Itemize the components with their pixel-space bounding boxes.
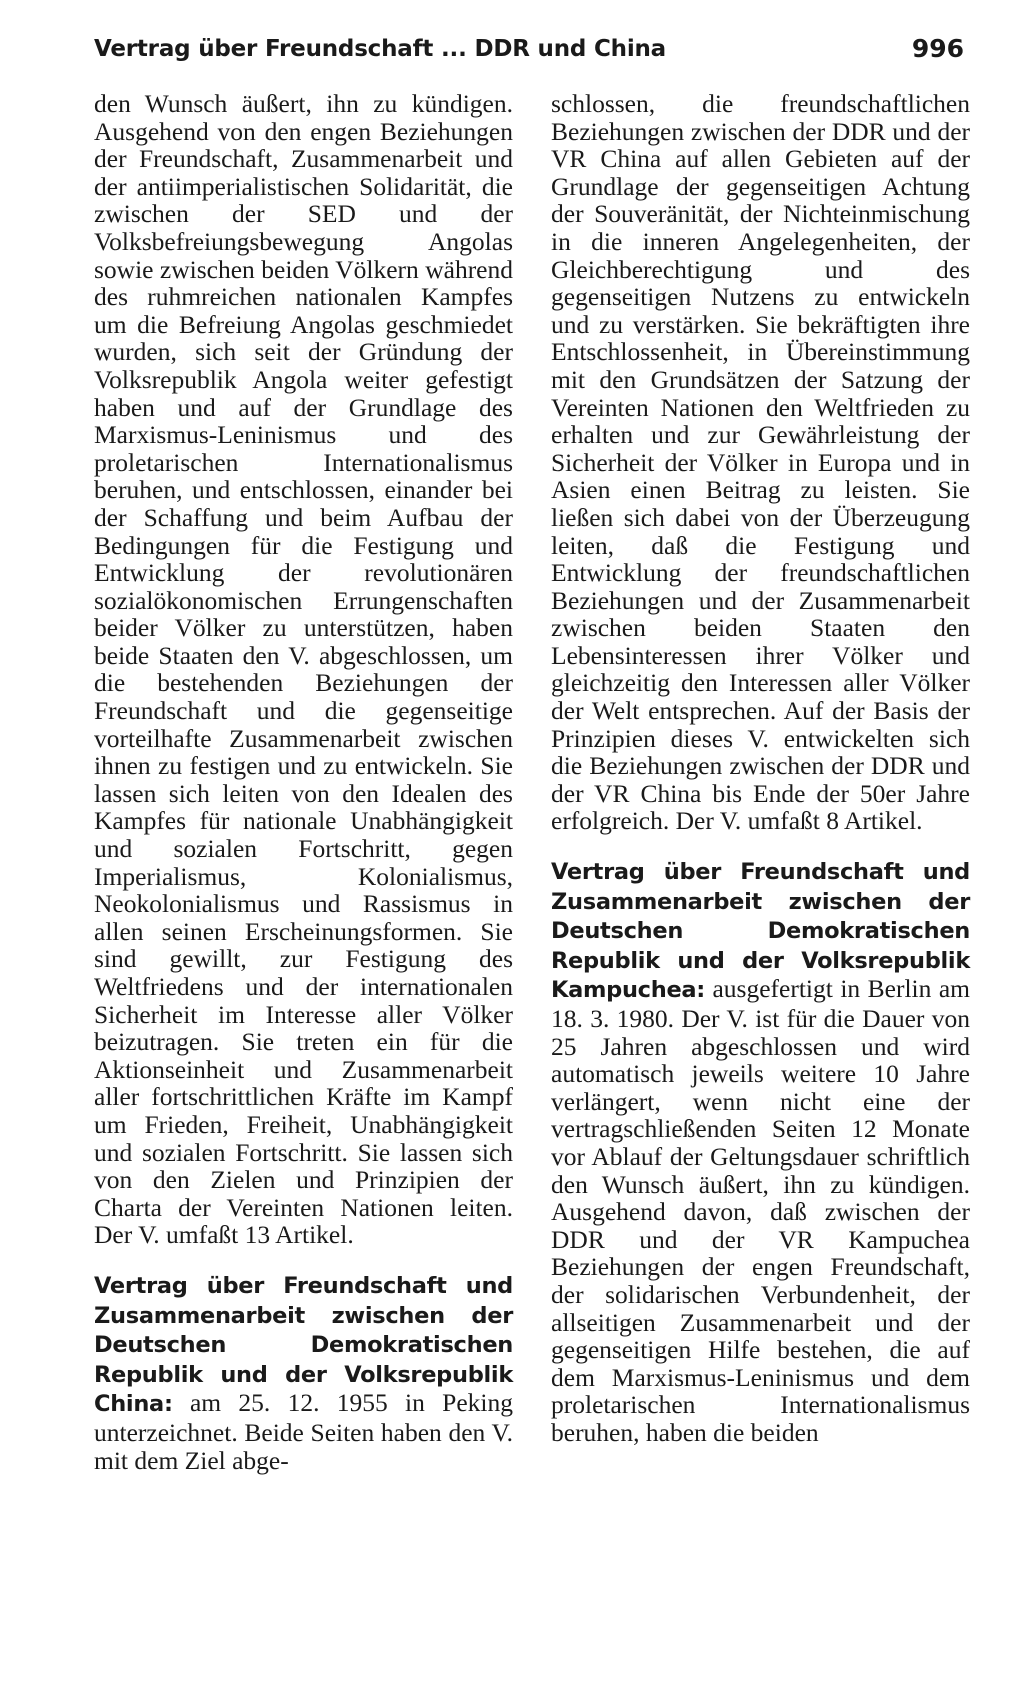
left-column <box>94 90 513 1474</box>
continued-paragraph-china: schlossen, die freundschaftlichen Beziehungen zwischen der DDR und der VR China auf allen Gebieten auf der Grundlage der gegenseitigen Achtung der Souveränität, der Nichteinmischung in die inneren Angelegenheiten, der Gleichberechtigung und des gegenseitigen Nutzens zu entwickeln und zu verstärken. Sie bekräftigten ihre Entschlossenheit, in Übereinstimmung mit den Grundsätzen der Satzung der Vereinten Nationen den Weltfrieden zu erhalten und zur Gewährleistung der Sicherheit der Völker in Europa und in Asien einen Beitrag zu leisten. Sie ließen sich dabei von der Überzeugung leiten, daß die Festigung und Entwicklung der freundschaftlichen Beziehungen und der Zusammenarbeit zwischen beiden Staaten den Lebensinteressen ihrer Völker und gleichzeitig den Interessen aller Völker der Welt entsprechen. Auf der Basis der Prinzipien dieses V. entwickelten sich die Beziehungen zwischen der DDR und der VR China bis Ende der 50er Jahre erfolgreich. Der V. umfaßt 8 Artikel. <box>551 89 970 836</box>
page-header <box>94 30 964 70</box>
entry-text-kampuchea: ausgefertigt in Berlin am 18. 3. 1980. Der V. ist für die Dauer von 25 Jahren abgeschlossen und wird automatisch jeweils weitere 10 Jahre verlängert, wenn nicht eine der vertragschließenden Seiten 12 Monate vor Ablauf der Geltungsdauer schriftlich den Wunsch äußert, ihn zu kündigen. Ausgehend davon, daß zwischen der DDR und der VR Kampuchea Beziehungen der engen Freundschaft, der solidarischen Verbundenheit, der allseitigen Zusammenarbeit und der gegenseitigen Hilfe bestehen, die auf dem Marxismus-Leninismus und dem proletarischen Internationalismus beruhen, haben die beiden <box>551 974 971 1447</box>
page-number: 996 <box>911 34 964 63</box>
entry-title-kampuchea: Vertrag über Freundschaft und Zusammenarbeit zwischen der Deutschen Demokratischen Republik und der Volksrepublik Kampuchea: <box>551 859 970 1004</box>
entry-title-china: Vertrag über Freundschaft und Zusammenarbeit zwischen der Deutschen Demokratischen Republik und der Volksrepublik China: <box>94 1272 513 1418</box>
entry-text-china: am 25. 12. 1955 in Peking unterzeichnet. Beide Seiten haben den V. mit dem Ziel abge- <box>94 1388 513 1475</box>
running-head: Vertrag über Freundschaft ... DDR und China <box>94 36 666 62</box>
entry-kampuchea <box>551 857 970 1446</box>
entry-china <box>94 1271 513 1474</box>
continued-paragraph: den Wunsch äußert, ihn zu kündigen. Ausgehend von den engen Beziehungen der Freundschaft, Zusammenarbeit und der antiimperialistischen Solidarität, die zwischen der SED und der Volksbefreiungsbewegung Angolas sowie zwischen beiden Völkern während des ruhmreichen nationalen Kampfes um die Befreiung Angolas geschmiedet wurden, sich seit der Gründung der Volksrepublik Angola weiter gefestigt haben und auf der Grundlage des Marxismus-Leninismus und des proletarischen Internationalismus beruhen, und entschlossen, einander bei der Schaffung und beim Aufbau der Bedingungen für die Festigung und Entwicklung der revolutionären sozialökonomischen Errungenschaften beider Völker zu unterstützen, haben beide Staaten den V. abgeschlossen, um die bestehenden Beziehungen der Freundschaft und die gegenseitige vorteilhafte Zusammenarbeit zwischen ihnen zu festigen und zu entwickeln. Sie lassen sich leiten von den Idealen des Kampfes für nationale Unabhängigkeit und sozialen Fortschritt, gegen Imperialismus, Kolonialismus, Neokolonialismus und Rassismus in allen seinen Erscheinungsformen. Sie sind gewillt, zur Festigung des Weltfriedens und der internationalen Sicherheit im Interesse aller Völker beizutragen. Sie treten ein für die Aktionseinheit und Zusammenarbeit aller fortschrittlichen Kräfte im Kampf um Frieden, Freiheit, Unabhängigkeit und sozialen Fortschritt. Sie lassen sich von den Zielen und Prinzipien der Charta der Vereinten Nationen leiten. Der V. umfaßt 13 Artikel. <box>94 89 513 1250</box>
right-column <box>551 90 970 1447</box>
